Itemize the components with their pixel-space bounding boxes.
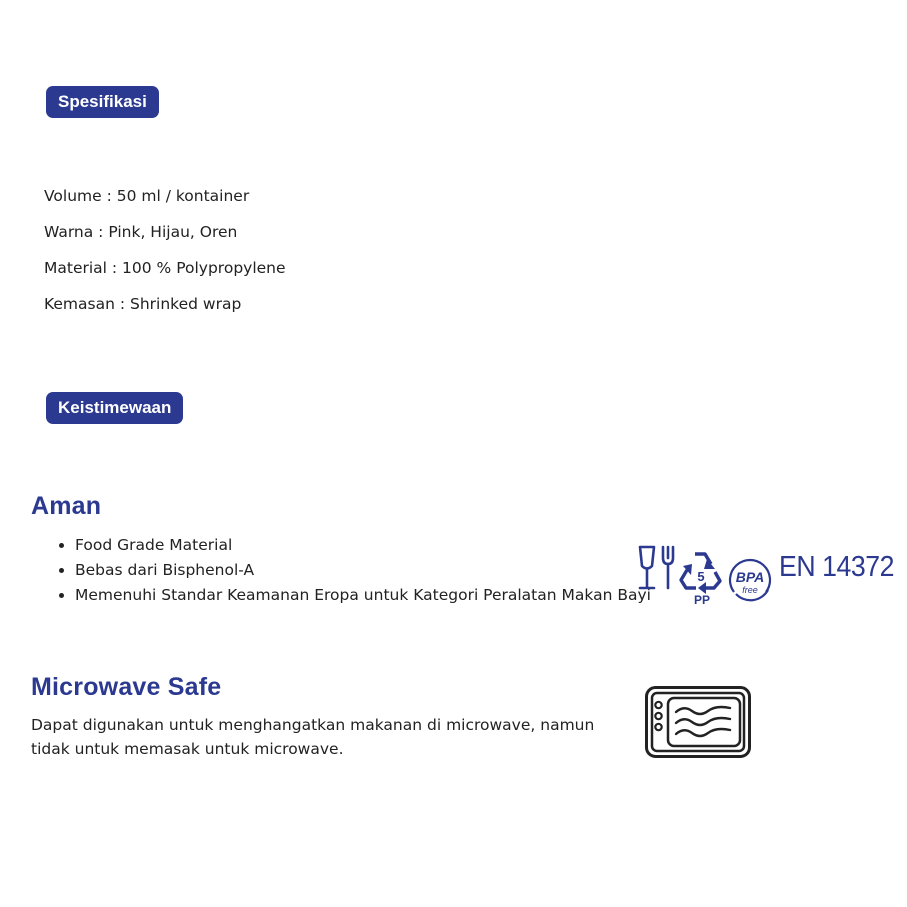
- list-item: • Memenuhi Standar Keamanan Eropa untuk Kategori Peralatan Makan Bayi: [75, 583, 651, 608]
- spesifikasi-label: Spesifikasi: [46, 86, 159, 118]
- list-item: • Bebas dari Bisphenol-A: [75, 558, 651, 583]
- standard-label: EN 14372: [779, 551, 894, 583]
- microwave-heading: Microwave Safe: [31, 673, 222, 701]
- aman-bullet-list: [31, 533, 651, 608]
- bpa-free-icon: [726, 556, 774, 602]
- food-safe-icon: [637, 544, 679, 592]
- spec-warna: Warna : Pink, Hijau, Oren: [44, 223, 238, 241]
- microwave-icon: [644, 685, 752, 759]
- microwave-text: Dapat digunakan untuk menghangatkan makanan di microwave, namun tidak untuk memasak untuk microwave.: [31, 716, 595, 758]
- recycle-icon: [678, 548, 724, 606]
- recycle-material: PP: [693, 593, 711, 606]
- spec-material: Material : 100 % Polypropylene: [44, 259, 286, 277]
- spec-volume: Volume : 50 ml / kontainer: [44, 187, 250, 205]
- bpa-label: BPA: [735, 569, 765, 585]
- list-item: • Food Grade Material: [75, 533, 651, 558]
- keistimewaan-label: Keistimewaan: [46, 392, 183, 424]
- recycle-number: 5: [697, 569, 705, 584]
- bpa-free-label: free: [742, 585, 758, 595]
- aman-heading: Aman: [31, 492, 102, 520]
- spec-kemasan: Kemasan : Shrinked wrap: [44, 295, 242, 313]
